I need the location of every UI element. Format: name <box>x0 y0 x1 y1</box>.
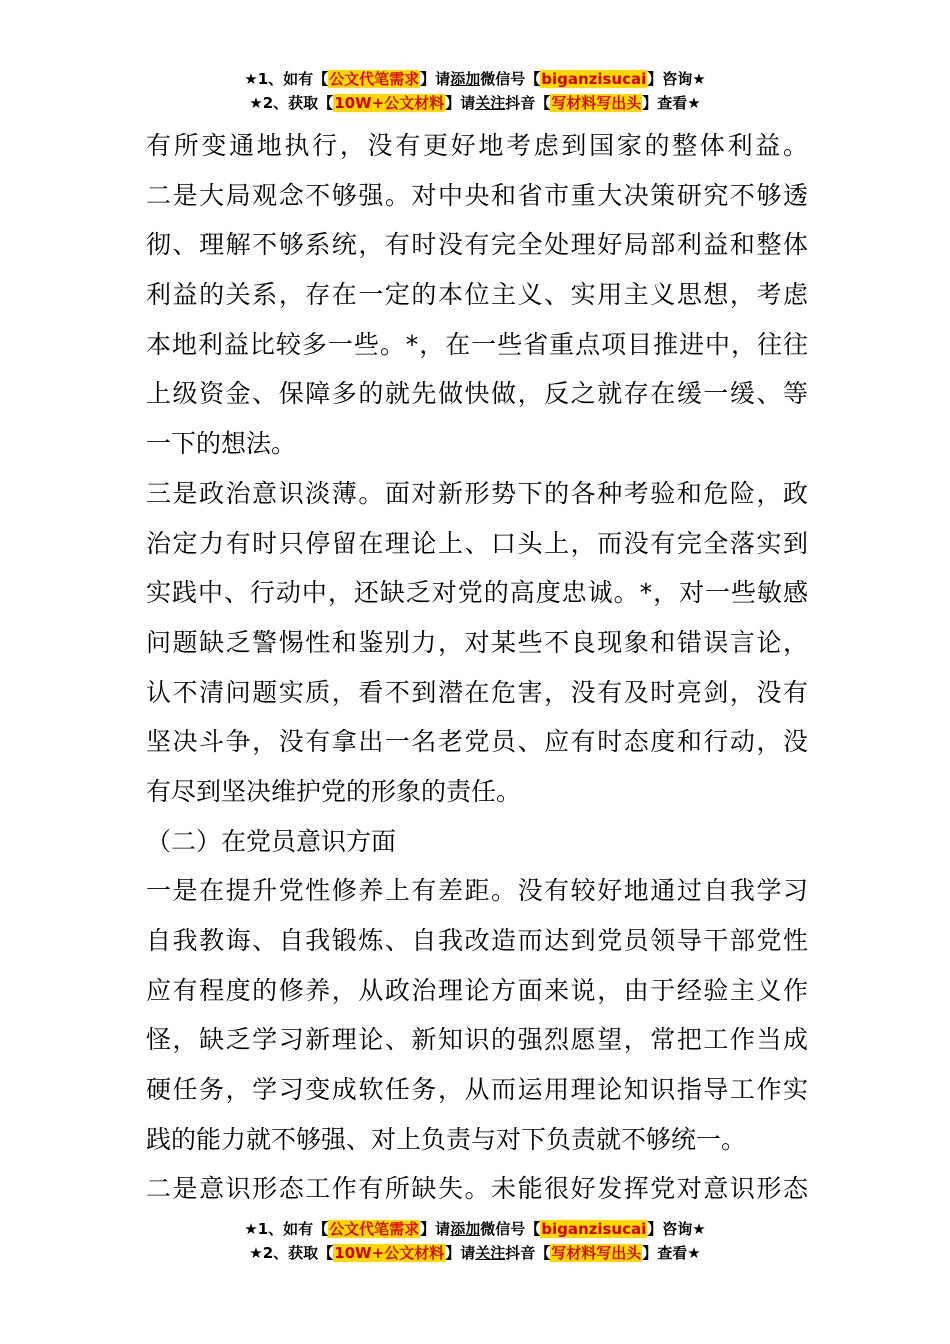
body-line: 践的能力就不够强、对上负责与对下负责就不够统一。 <box>146 1124 747 1154</box>
body-line: 有所变通地执行，没有更好地考虑到国家的整体利益。 <box>146 131 808 160</box>
banner-line-1-mid: 】请 <box>420 70 451 88</box>
body-line: 自我教诲、自我锻炼、自我改造而达到党员领导干部党性 <box>146 926 808 955</box>
banner-line-2-mid2: 抖音【 <box>505 94 551 112</box>
body-line: 一下的想法。 <box>146 429 297 459</box>
footer-line-2-highlight-materials: 10W+公文材料 <box>334 1244 445 1262</box>
header-banner <box>0 68 950 116</box>
footer-banner-line-2 <box>0 1242 950 1266</box>
footer-line-2-mid: 】请 <box>445 1244 476 1262</box>
banner-line-1-suffix: 】咨询★ <box>647 70 706 88</box>
banner-line-2-highlight-douyin: 写材料写出头 <box>551 94 642 112</box>
banner-line-2 <box>0 92 950 116</box>
body-line: 问题缺乏警惕性和鉴别力，对某些不良现象和错误言论， <box>146 627 808 657</box>
body-line: 硬任务，学习变成软任务，从而运用理论知识指导工作实 <box>146 1075 808 1105</box>
footer-line-1-highlight-service: 公文代笔需求 <box>329 1220 420 1238</box>
body-line: 本地利益比较多一些。*，在一些省重点项目推进中，往往 <box>146 329 808 359</box>
body-line: 怪，缺乏学习新理论、新知识的强烈愿望，常把工作当成 <box>146 1025 808 1055</box>
footer-banner <box>0 1218 950 1266</box>
body-line: 认不清问题实质，看不到潜在危害，没有及时亮剑，没有 <box>146 677 808 707</box>
footer-line-1-mid: 】请 <box>420 1220 451 1238</box>
body-line: 治定力有时只停留在理论上、口头上，而没有完全落实到 <box>146 528 808 558</box>
banner-line-1-highlight-service: 公文代笔需求 <box>329 70 420 88</box>
banner-line-1-highlight-wechat: biganzisucai <box>541 70 647 88</box>
footer-line-1-highlight-wechat: biganzisucai <box>541 1220 647 1238</box>
body-line: 彻、理解不够系统，有时没有完全处理好局部利益和整体 <box>146 230 808 260</box>
footer-line-2-suffix: 】查看★ <box>642 1244 701 1262</box>
banner-line-1-mid2: 微信号【 <box>480 70 541 88</box>
banner-line-1 <box>0 68 950 92</box>
footer-line-1-underline: 添加 <box>450 1220 481 1238</box>
banner-line-1-underline: 添加 <box>450 70 481 88</box>
footer-line-1-suffix: 】咨询★ <box>647 1220 706 1238</box>
banner-line-2-suffix: 】查看★ <box>642 94 701 112</box>
banner-line-2-prefix: ★2、获取【 <box>249 94 334 112</box>
footer-line-2-mid2: 抖音【 <box>505 1244 551 1262</box>
body-line: 利益的关系，存在一定的本位主义、实用主义思想，考虑 <box>146 280 808 310</box>
body-line: 三是政治意识淡薄。面对新形势下的各种考验和危险，政 <box>146 478 808 508</box>
footer-line-1-mid2: 微信号【 <box>480 1220 541 1238</box>
section-heading: （二）在党员意识方面 <box>146 826 397 856</box>
footer-line-2-underline: 关注 <box>475 1244 506 1262</box>
banner-line-2-mid: 】请 <box>445 94 476 112</box>
body-line: 实践中、行动中，还缺乏对党的高度忠诚。*，对一些敏感 <box>146 578 808 608</box>
document-body <box>146 121 808 1214</box>
banner-line-1-prefix: ★1、如有【 <box>244 70 329 88</box>
footer-line-2-prefix: ★2、获取【 <box>249 1244 334 1262</box>
footer-banner-line-1 <box>0 1218 950 1242</box>
footer-line-1-prefix: ★1、如有【 <box>244 1220 329 1238</box>
body-line: 一是在提升党性修养上有差距。没有较好地通过自我学习 <box>146 876 808 906</box>
body-line: 上级资金、保障多的就先做快做，反之就存在缓一缓、等 <box>146 379 808 409</box>
body-line: 有尽到坚决维护党的形象的责任。 <box>146 776 522 806</box>
banner-line-2-underline: 关注 <box>475 94 506 112</box>
body-line: 二是大局观念不够强。对中央和省市重大决策研究不够透 <box>146 180 808 210</box>
footer-line-2-highlight-douyin: 写材料写出头 <box>551 1244 642 1262</box>
banner-line-2-highlight-materials: 10W+公文材料 <box>334 94 445 112</box>
body-line: 二是意识形态工作有所缺失。未能很好发挥党对意识形态 <box>146 1174 808 1204</box>
body-line: 应有程度的修养，从政治理论方面来说，由于经验主义作 <box>146 975 808 1005</box>
body-line: 坚决斗争，没有拿出一名老党员、应有时态度和行动，没 <box>146 727 808 757</box>
